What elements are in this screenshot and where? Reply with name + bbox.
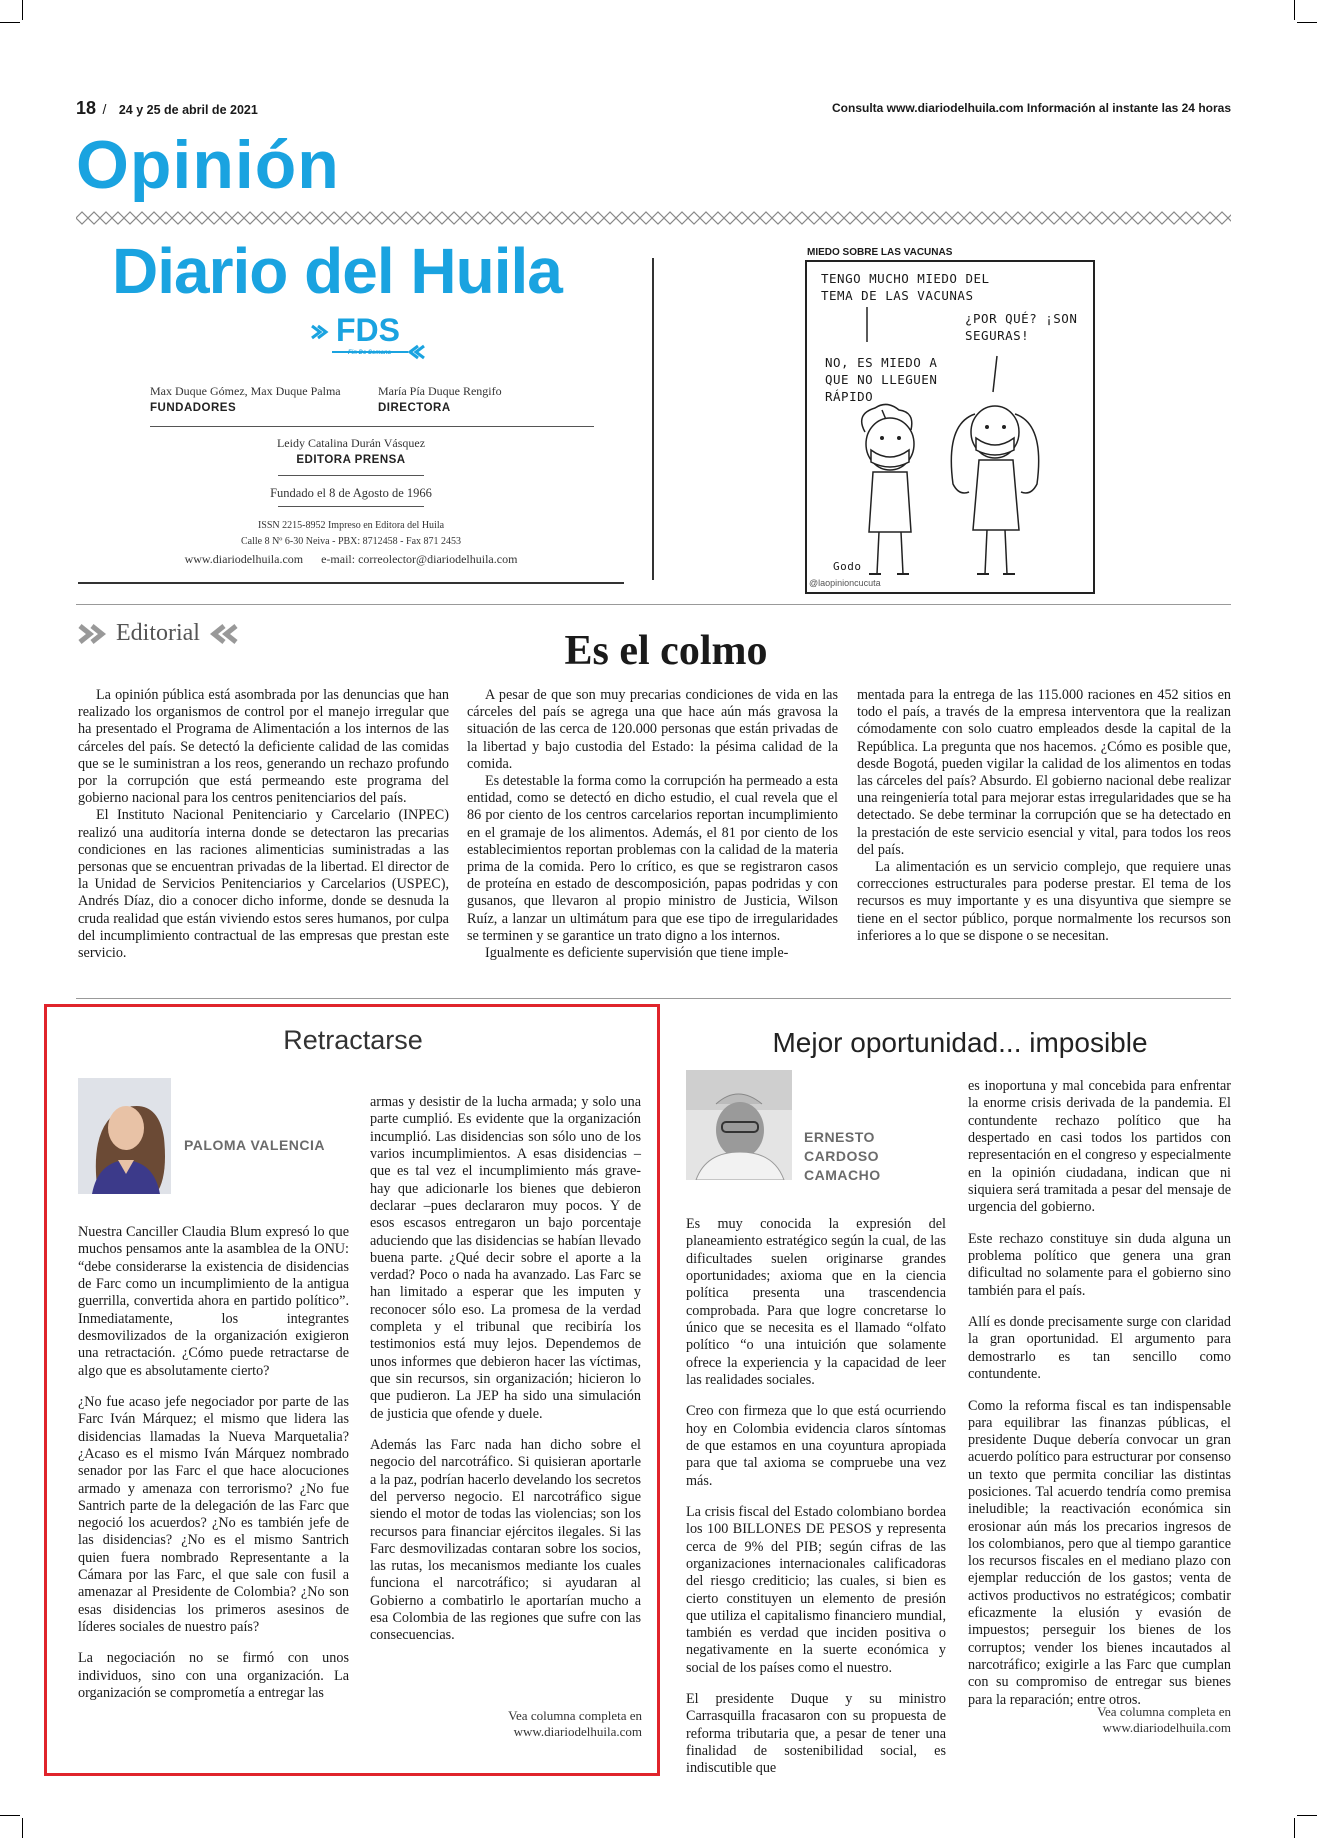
paragraph: armas y desistir de la lucha armada; y solo una parte cumplió. Es evidente que la organización incumplió. Las disidencias son sólo uno de los varios incumplimientos. A esas disidencias – que es tal vez el incumplimiento más grave- hay que adicionarle los bienes que debieron declarar –pues declararon muy pocos. Y de esos escasos entregaron un bajo porcentaje aduciendo que las disidencias se habían llevado buena parte. ¿Qué decir sobre el aporte a la verdad? Poco o nada ha avanzado. Las Farc se han limitado a esperar que les imputen y reconocer sólo eso. La promesa de la verdad completa y el tribunal que recibiría los testimonios está muy lejos. Dependemos de unos informes que debieron hacer las víctimas, que sin recursos, sin organización; hicieron lo que pudieron. La JEP ha sido una simulación de justicia que ofende y duele. — [370, 1094, 641, 1422]
credits-block — [78, 384, 624, 584]
paragraph: Además las Farc nada han dicho sobre el negocio del narcotráfico. Si quisieran aportarle a la paz, podrían hacerlo develando los secretos del perverso negocio. El narcotráfico sigue siendo el motor de todas las violencias; son los recursos para financiar ejércitos ilegales. Si las Farc desmovilizadas contaran sobre los socios, las rutas, los mecanismos mediante los cuales funciona el narcotráfico; si ayudaran al Gobierno a combatirlo le aportarían mucho a esa Colombia de las regiones que sufre con las consecuencias. — [370, 1437, 641, 1644]
paragraph: La alimentación es un servicio complejo, que requiere unas correcciones estructurales para poderse prestar. El tema de los recursos es muy importante y es una disyuntiva que siempre se tiene en el sector público, porque normalmente los recursos son inferiores a lo que se dispone o se necesitan. — [857, 859, 1231, 944]
fds-badge — [308, 312, 428, 362]
section-divider — [76, 998, 1231, 999]
author-name-ernesto — [804, 1128, 881, 1185]
crop-mark — [1297, 22, 1317, 23]
editorial-col-3 — [857, 687, 1231, 945]
header-slash: / — [102, 101, 107, 117]
crop-mark — [1297, 1815, 1317, 1816]
read-more-url[interactable]: www.diariodelhuila.com — [1102, 1720, 1231, 1735]
mejor-title: Mejor oportunidad... imposible — [772, 1027, 1148, 1058]
paragraph: El presidente Duque y su ministro Carrasquilla fracasaron con su propuesta de reforma tributaria que, a pesar de tener una finalidad de sostenibilidad social, es indiscutible que — [686, 1691, 946, 1777]
mejor-col-2 — [968, 1064, 1231, 1723]
paragraph: mentada para la entrega de las 115.000 raciones en 452 sitios en todo el país, a través de la empresa interventora que la realizan cómodamente con solo cuatro empleados desde la capital de la República. La pregunta que nos hacemos. ¿Cómo es posible que, desde Bogotá, pueden vigilar la calidad de los alimentos en todas las cárceles del país? Absurdo. El gobierno nacional debe realizar una reingeniería total para mejorar estas irregularidades que se ha detectado. Se debe terminar la corrupción que se ha detectado en la prestación de este servicio esencial y vital, para todos los reos del país. — [857, 687, 1231, 858]
paragraph: Allí es donde precisamente surge con claridad la gran oportunidad. El argumento para demostrarlo es tan sencillo como contundente. — [968, 1314, 1231, 1383]
paragraph: Como la reforma fiscal es tan indispensable para equilibrar las finanzas públicas, el presidente Duque debería convocar un gran acuerdo político para estructurar por consenso un texto que permita conciliar las distintas posiciones. Tal acuerdo tendría como premisa ineludible; la reactivación económica sin erosionar aún más los precarios ingresos de los colombianos, pero que al tiempo garantice los recursos fiscales en el mediano plazo con ejemplar reducción de los gastos; venta de activos productivos no estratégicos; combatir eficazmente la elusión y evasión de impuestos; perseguir los bienes de los corruptos; vender los bienes incautados al narcotráfico; exigirle a las Farc que cumplan con su compromiso de entregar sus bienes para la reparación; entre otros. — [968, 1397, 1231, 1708]
section-divider — [76, 604, 1231, 605]
cartoon-drawing — [807, 262, 1093, 592]
paragraph: El Instituto Nacional Penitenciario y Carcelario (INPEC) realizó una auditoría interna donde se detectaron las precarias condiciones en las raciones alimenticias suministradas a las personas que se encuentran privadas de la libertad. El director de la Unidad de Servicios Penitenciarios y Carcelarios (USPEC), Andrés Díaz, dio a conocer dicho informe, donde se desnuda la cruda realidad que están viviendo estos seres humanos, por culpa del incumplimiento contractual de las empresas que prestan este servicio. — [78, 807, 449, 962]
fds-subtitle: Fin De Semana — [348, 350, 392, 356]
editorial-title: Es el colmo — [564, 628, 768, 674]
cartoon-bubble-3: NO, ES MIEDO A QUE NO LLEGUEN RÁPIDO — [825, 355, 938, 404]
paragraph: La negociación no se firmó con unos individuos, sino con una organización. La organización se comprometía a entregar las — [78, 1650, 349, 1701]
founded-date: Fundado el 8 de Agosto de 1966 — [270, 486, 432, 500]
crop-mark — [22, 0, 23, 20]
issue-date: 24 y 25 de abril de 2021 — [118, 103, 258, 117]
author-line-2: CARDOSO — [804, 1148, 880, 1164]
editorial-label — [78, 620, 238, 650]
author-photo-paloma — [78, 1078, 171, 1194]
retractarse-col-1 — [78, 1210, 349, 1716]
editorial-label-text: Editorial — [116, 620, 200, 646]
website-link[interactable]: www.diariodelhuila.com — [184, 552, 304, 566]
header-tagline: Consulta www.diariodelhuila.com Información al instante las 24 horas — [832, 101, 1231, 115]
decorative-zigzag-band — [76, 210, 1231, 226]
masthead-divider — [652, 258, 654, 580]
editor-name: Leidy Catalina Durán Vásquez — [276, 436, 426, 450]
cartoon-signature: Godo — [833, 560, 862, 573]
editor-role: EDITORA PRENSA — [296, 454, 406, 466]
author-line-3: CAMACHO — [804, 1167, 881, 1183]
page-number: 18 — [76, 98, 97, 118]
founders-role: FUNDADORES — [150, 402, 237, 414]
cartoon-credit: @laopinioncucuta — [809, 578, 881, 588]
editorial-col-2 — [467, 687, 838, 962]
issn-line: ISSN 2215-8952 Impreso en Editora del Huila — [257, 520, 445, 531]
retractarse-col-2 — [370, 1080, 641, 1659]
author-portrait-icon — [686, 1070, 792, 1180]
email-link[interactable]: e-mail: correolector@diariodelhuila.com — [321, 552, 518, 566]
author-line-1: ERNESTO — [804, 1129, 875, 1145]
paragraph: Nuestra Canciller Claudia Blum expresó lo que muchos pensamos ante la asamblea de la ONU: “debe considerarse la existencia de disidencias de Farc como un incumplimiento de la antigua guerrilla, convertida ahora en partido político”. Inmediatamente, los integrantes desmovilizados de la organización exigieron una retractación. ¿Cómo puede retractarse de algo que es absolutamente cierto? — [78, 1224, 349, 1379]
read-more-retractarse[interactable] — [420, 1708, 642, 1740]
author-photo-ernesto — [686, 1070, 792, 1180]
paragraph: Este rechazo constituye sin duda alguna un problema político que genera una gran dificultad no solamente para el gobierno sino también para el país. — [968, 1230, 1231, 1299]
director-role: DIRECTORA — [378, 402, 451, 414]
address-line: Calle 8 Nº 6-30 Neiva - PBX: 8712458 - Fax 871 2453 — [240, 536, 462, 547]
editorial-col-1 — [78, 687, 449, 962]
double-chevron-left-icon — [204, 623, 238, 645]
paragraph: Igualmente es deficiente supervisión que tiene imple- — [485, 945, 789, 962]
paragraph: ¿No fue acaso jefe negociador por parte de las Farc Iván Márquez; el mismo que lidera las disidencias llamadas la Nueva Marquetalia? ¿Acaso es el mismo Iván Márquez nombrado senador por las Farc el que hace alocuciones armado y amenaza con terrorismo? ¿No fue Santrich parte de la delegación de las Farc que negoció los acuerdos? ¿No es también jefe de las disidencias? ¿No es el mismo Santrich quien fuera nombrado Representante a la Cámara por las Farc, el que sale con fusil a amenazar al Presidente de Colombia? ¿No son esas disidencias los primeros asesinos de líderes sociales de nuestro país? — [78, 1394, 349, 1635]
masthead-logo: Diario del Huila — [112, 235, 562, 307]
cartoon-title: MIEDO SOBRE LAS VACUNAS — [807, 247, 953, 258]
crop-mark — [0, 22, 20, 23]
paragraph: A pesar de que son muy precarias condiciones de vida en las cárceles del país se agrega una que hace aún más gravosa la situación de las cerca de 120.000 personas que están privadas de la libertad y bajo custodia del Estado: la pésima calidad de la comida. — [467, 687, 838, 772]
read-more-label: Vea columna completa en — [1097, 1704, 1231, 1719]
double-chevron-right-icon — [78, 623, 112, 645]
director-name: María Pía Duque Rengifo — [378, 384, 502, 398]
paragraph: Creo con firmeza que lo que está ocurriendo hoy en Colombia evidencia claros síntomas de que estamos en una coyuntura apropiada para que tal axioma se compruebe una vez más. — [686, 1403, 946, 1489]
read-more-mejor[interactable] — [1010, 1704, 1231, 1736]
retractarse-title: Retractarse — [283, 1025, 423, 1055]
mejor-col-1 — [686, 1202, 946, 1792]
cartoon-frame — [805, 260, 1095, 594]
founders-names: Max Duque Gómez, Max Duque Palma — [150, 384, 341, 398]
cartoon-bubble-2: ¿POR QUÉ? ¡SON SEGURAS! — [965, 311, 1078, 343]
section-title: Opinión — [76, 127, 340, 203]
crop-mark — [22, 1818, 23, 1838]
paragraph: Es detestable la forma como la corrupción ha permeado a esta entidad, como se detectó en dicho estudio, el cual revela que el 86 por ciento de los centros carcelarios reportan incumplimiento en el gramaje de los alimentos. Además, el 81 por ciento de los establecimientos reportan problemas con la calidad de la materia prima de la comida. Pero lo crítico, es que se registraron casos de proteína en estado de descomposición, papas podridas y con gusanos, que llevaron al propio ministro de Justicia, Wilson Ruíz, a lanzar un ultimátum para que ese tipo de irregularidades se terminen y se garantice un trato digno a los internos. — [467, 773, 838, 944]
paragraph: La opinión pública está asombrada por las denuncias que han realizado los organismos de control por el manejo irregular que ha presentado el Programa de Alimentación a los internos de las cárceles del país. Se detectó la deficiente calidad de las comidas que se le suministran a los reos, generando un rechazo profundo por la corrupción que está permeando este programa del gobierno nacional para los centros penitenciarios del país. — [78, 687, 449, 807]
page-header — [76, 98, 1231, 118]
crop-mark — [1294, 0, 1295, 20]
paragraph: es inoportuna y mal concebida para enfrentar la enorme crisis derivada de la pandemia. El contundente rechazo político que ha despertado en casi todos los partidos con representación en el congreso y especialmente en la opinión ciudadana, indican que ni siquiera será tramitada a pesar del mensaje de urgencia del gobierno. — [968, 1078, 1231, 1216]
crop-mark — [0, 1815, 20, 1816]
crop-mark — [1294, 1818, 1295, 1838]
author-portrait-icon — [78, 1078, 171, 1194]
read-more-url[interactable]: www.diariodelhuila.com — [513, 1724, 642, 1739]
author-name-paloma: PALOMA VALENCIA — [184, 1137, 326, 1153]
cartoon-bubble-1: TENGO MUCHO MIEDO DEL TEMA DE LAS VACUNAS — [821, 271, 990, 303]
paragraph: La crisis fiscal del Estado colombiano bordea los 100 BILLONES DE PESOS y representa cerca de 9% del PIB; según cifras de las organizaciones internacionales calificadoras del riesgo crediticio; las cuales, si bien es cierto constituyen un elemento de presión que utiliza el capitalismo financiero mundial, también es verdad que inciden positiva o negativamente en la suerte económica y social de los países como el nuestro. — [686, 1504, 946, 1676]
paragraph: Es muy conocida la expresión del planeamiento estratégico según la cual, de las dificultades suelen originarse grandes oportunidades; axioma que en la ciencia política presenta una trascendencia comprobada. Para que logre concretarse lo único que se necesita es el llamado “olfato político “o una intuición que solamente ofrece la experiencia y la capacidad de leer las realidades sociales. — [686, 1216, 946, 1388]
fds-text: FDS — [336, 312, 400, 348]
read-more-label: Vea columna completa en — [508, 1708, 642, 1723]
